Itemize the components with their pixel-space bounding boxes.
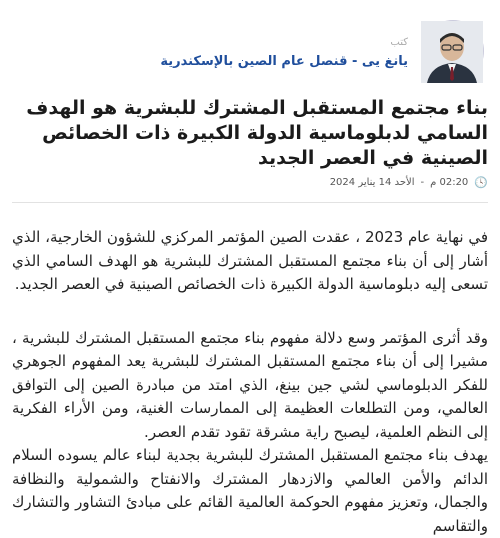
article-time: 02:20 م — [430, 177, 469, 188]
author-kicker: كتب — [390, 37, 408, 48]
author-block — [16, 16, 484, 86]
clock-icon: 🕓 — [474, 176, 488, 189]
article-paragraph-3: يهدف بناء مجتمع المستقبل المشترك للبشرية بجدية لبناء عالم يسوده السلام الدائم والأمن العالمي والازدهار المشترك والانفتاح والشمولية والنظافة والجمال، وتعزيز مفهوم الحوكمة العالمية القائم على مبادئ التشاور والتشارك والتقاسم — [12, 446, 488, 535]
article-paragraph-1: في نهاية عام 2023 ، عقدت الصين المؤتمر المركزي للشؤون الخارجية، الذي أشار إلى أن بناء مجتمع المستقبل المشترك للبشرية هو الهدف السامي الذي تسعى إليه دبلوماسية الدولة الكبيرة ذات الخصائص الصينية في العصر الجديد. — [12, 228, 488, 293]
divider — [12, 202, 488, 203]
article-meta — [330, 176, 488, 189]
article-body — [12, 226, 488, 538]
article-date: الأحد 14 يناير 2024 — [329, 177, 415, 188]
article-paragraph-2: وقد أثرى المؤتمر وسع دلالة مفهوم بناء مجتمع المستقبل المشترك للبشرية ، مشيرا إلى أن بناء مجتمع المستقبل المشترك للبشرية يعد المفهوم الجوهري للفكر الدبلوماسي لشي جين بينغ، الذي امتد من مبادرة الصين إلى التوافق العالمي، ومن التطلعات العظيمة إلى الممارسات الغنية، ومن الأراء الفكرية إلى النظم العلمية، ليصبح راية مشرقة تقود تقدم العصر. — [12, 328, 488, 441]
article-title: بناء مجتمع المستقبل المشترك للبشرية هو الهدف السامي لدبلوماسية الدولة الكبيرة ذات الخصائص الصينية في العصر الجديد — [26, 97, 488, 169]
author-avatar[interactable] — [422, 20, 484, 82]
author-name-link[interactable]: يانغ يى - قنصل عام الصين بالإسكندرية — [160, 54, 408, 69]
meta-separator: - — [420, 177, 425, 188]
author-photo — [421, 21, 483, 83]
